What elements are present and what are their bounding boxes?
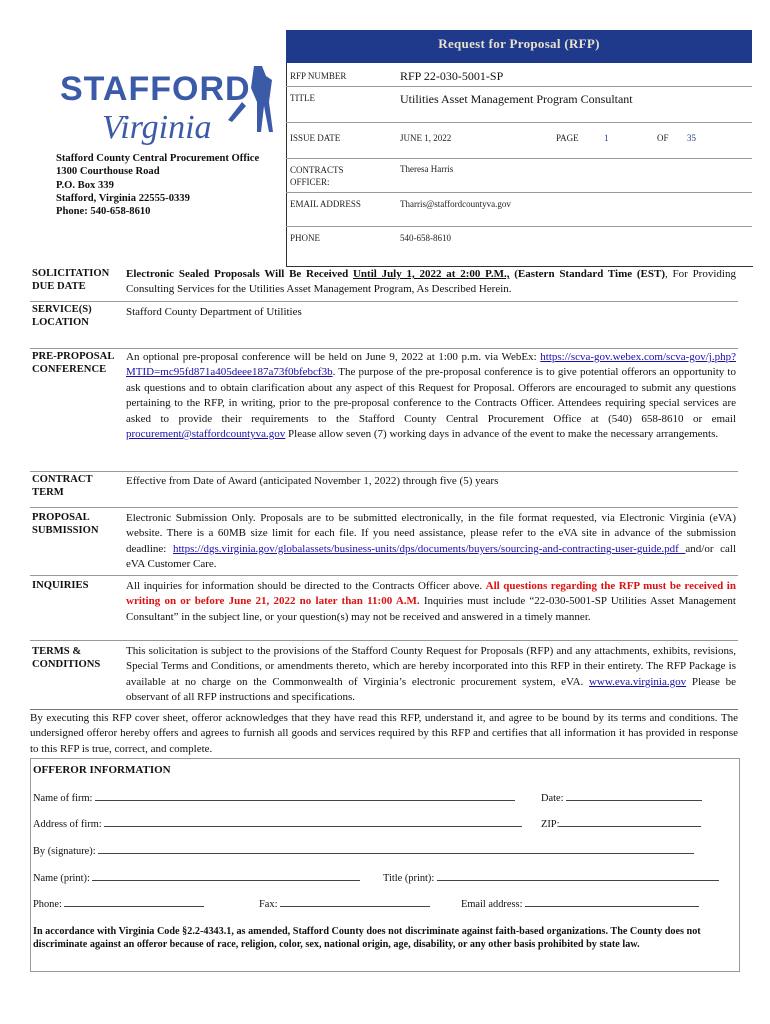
row-content: [126, 579, 736, 625]
row-label: [32, 303, 124, 329]
inquiries-row: [30, 575, 738, 641]
submission-text-1: Electronic Submission Only. Proposals are to be submitted electronically, in the file format requested, via Electronic Virginia (eVA) website. There is a 60MB size limit for each file. If you need assistance, please refer to the eVA site in advance of the submission deadline:: [126, 512, 736, 555]
contracts-officer: Theresa Harris: [400, 164, 454, 174]
rfp-number: RFP 22-030-5001-SP: [400, 69, 504, 83]
rfp-number-label: RFP NUMBER: [290, 71, 347, 81]
firm-name-label: Name of firm:: [33, 793, 93, 804]
firm-address-field[interactable]: [33, 817, 522, 830]
row-label-line2: SUBMISSION: [32, 525, 99, 536]
procurement-office-address: [56, 152, 259, 218]
submission-text-2: and/or call eVA Customer Care.: [126, 542, 736, 571]
row-content: [126, 267, 736, 298]
conference-text-1: An optional pre-proposal conference will be held on June 9, 2022 at 1:00 p.m. via WebEx:: [126, 351, 541, 363]
row-label-line1: CONTRACT: [32, 474, 93, 485]
row-label-line1: PROPOSAL: [32, 512, 90, 523]
signature-field[interactable]: [33, 844, 694, 857]
offeror-acknowledgement: By executing this RFP cover sheet, offeror acknowledges that they have read this RFP, understand it, and agree to be bound by its terms and conditions. The undersigned offeror hereby offers and agrees to furnish all goods and services required by this RFP and certifies that all information it has provided in response to this RFP is true, correct, and complete.: [30, 712, 738, 755]
offeror-information-title: OFFEROR INFORMATION: [33, 764, 171, 776]
terms-conditions-row: [30, 640, 738, 710]
office-name: Stafford County Central Procurement Office: [56, 153, 260, 164]
non-discrimination-statement: In accordance with Virginia Code §2.2-4343.1, as amended, Stafford County does not discriminate against faith-based organizations. The County does not discriminate against an offeror because of race, religion, color, sex, national origin, age, disability, or any other basis prohibited by state law.: [33, 926, 701, 950]
divider: [286, 192, 752, 193]
page-label: PAGE: [556, 133, 579, 143]
phone-label: PHONE: [290, 233, 321, 243]
office-phone: Phone: 540-658-8610: [56, 206, 151, 218]
phone-field[interactable]: [33, 897, 204, 910]
due-date-emphasis: Until July 1, 2022 at 2:00 P.M.,: [352, 268, 510, 280]
row-label-line2: DUE DATE: [32, 281, 86, 292]
row-label-line1: SOLICITATION: [32, 268, 110, 279]
row-label: [32, 579, 124, 592]
row-label: [32, 473, 124, 499]
terms-text-1: This solicitation is subject to the provisions of the Stafford County Request for Proposals (RFP) and any attachments, exhibits, revisions, Special Terms and Conditions, or amendments thereto, which are hereby incorporated into this RFP in their entirety. The RFP Package is available at no charge on the Commonwealth of Virginia’s electronic procurement system, eVA.: [126, 645, 736, 688]
due-text-1: Electronic Sealed Proposals Will Be Received: [126, 268, 353, 280]
fax-field[interactable]: [259, 897, 430, 910]
office-pobox: P.O. Box 339: [56, 179, 114, 191]
eva-website-link[interactable]: www.eva.virginia.gov: [588, 675, 687, 688]
row-label: [32, 511, 124, 537]
contract-term-row: [30, 471, 738, 508]
zip-label: ZIP:: [541, 819, 560, 830]
due-text-3: , For Providing Consulting Services for the Utilities Asset Management Program, As Described Herein.: [126, 268, 736, 296]
row-label-line1: INQUIRIES: [32, 580, 89, 591]
issue-date: JUNE 1, 2022: [400, 133, 452, 143]
print-name-label: Name (print):: [33, 873, 90, 884]
page-total: 35: [687, 133, 696, 143]
stafford-virginia-logo: [58, 62, 278, 150]
date-field[interactable]: [541, 791, 702, 804]
service-location-row: [30, 301, 738, 349]
row-label-line1: SERVICE(S): [32, 304, 92, 315]
row-content: Effective from Date of Award (anticipated November 1, 2022) through five (5) years: [126, 475, 499, 487]
print-title-field[interactable]: [383, 871, 719, 884]
procurement-email-link[interactable]: procurement@staffordcountyva.gov: [126, 428, 286, 441]
divider: [286, 122, 752, 123]
title-label: TITLE: [290, 93, 315, 103]
email-field-label: Email address:: [461, 899, 523, 910]
phone-field-label: Phone:: [33, 899, 62, 910]
proposal-submission-row: [30, 507, 738, 576]
row-content: [126, 350, 736, 442]
row-label: [32, 645, 124, 671]
svg-text:STAFFORD: STAFFORD: [60, 70, 251, 108]
print-title-label: Title (print):: [383, 873, 435, 884]
of-label: OF: [657, 133, 669, 143]
officer-phone: 540-658-8610: [400, 233, 451, 243]
email-label: EMAIL ADDRESS: [290, 199, 361, 209]
rfp-heading: Request for Proposal (RFP): [286, 30, 752, 63]
divider: [286, 226, 752, 227]
office-street: 1300 Courthouse Road: [56, 166, 160, 178]
row-content: [126, 511, 736, 573]
contracts-officer-label: [290, 164, 344, 188]
svg-text:Virginia: Virginia: [102, 109, 212, 146]
row-label: [32, 350, 124, 376]
page-number: 1: [604, 133, 609, 143]
pre-proposal-conference-row: [30, 348, 738, 472]
inquiries-text-2: Inquiries must include “22-030-5001-SP Utilities Asset Management Consultant” in the subject line, or your question(s) may not be received and answered in a timely manner.: [126, 595, 736, 623]
solicitation-due-date-row: [30, 265, 738, 302]
terms-text-2: Please be observant of all RFP instructions and specifications.: [126, 675, 737, 704]
email-field[interactable]: [461, 897, 699, 910]
officer-email: Tharris@staffordcountyva.gov: [400, 199, 511, 209]
webex-link[interactable]: https://scva-gov.webex.com/scva-gov/j.php?MTID=mc95fd871a405deee187a73f0bfebcf3b: [126, 351, 736, 379]
rfp-title: Utilities Asset Management Program Consultant: [400, 92, 633, 106]
row-content: [126, 644, 736, 706]
rfp-info-box: [286, 30, 753, 267]
row-label-line2: TERM: [32, 487, 64, 498]
row-label-line2: LOCATION: [32, 317, 89, 328]
print-name-field[interactable]: [33, 871, 360, 884]
questions-deadline: All questions regarding the RFP must be received in writing on or before June 21, 2022 no later than 11:00 A.M.: [126, 580, 736, 608]
row-label-line2: CONFERENCE: [32, 364, 107, 375]
contracts-officer-label-line1: CONTRACTS: [290, 165, 344, 175]
divider: [286, 158, 752, 159]
contracts-officer-label-line2: OFFICER:: [290, 177, 330, 187]
zip-field[interactable]: [541, 817, 701, 830]
firm-address-label: Address of firm:: [33, 819, 102, 830]
divider: [286, 86, 752, 87]
due-text-2: (Eastern Standard Time (EST): [509, 268, 666, 280]
signature-label: By (signature):: [33, 846, 96, 857]
firm-name-field[interactable]: [33, 791, 515, 804]
office-city: Stafford, Virginia 22555-0339: [56, 192, 190, 204]
row-label-line1: PRE-PROPOSAL: [32, 351, 115, 362]
row-content: Stafford County Department of Utilities: [126, 306, 302, 318]
conference-text-2: . The purpose of the pre-proposal conference is to give potential offerors an opportunity to ask questions and to obtain clarification about any aspect of this Request for Proposal. Offerors are encouraged to submit any questions pertaining to the RFP, in writing, prior to the pre-proposal conference to the Contracts Officer. Attendees requiring special services are asked to provide their requirements to the Stafford County Central Procurement Office at (540) 658-8610 or email: [126, 366, 736, 425]
fax-label: Fax:: [259, 899, 278, 910]
row-label: [32, 267, 124, 293]
conference-text-3: Please allow seven (7) working days in advance of the event to make the necessary arrangements.: [285, 428, 719, 441]
issue-date-label: ISSUE DATE: [290, 133, 341, 143]
row-label-line2: CONDITIONS: [32, 659, 101, 670]
offeror-information-section: [30, 758, 740, 972]
row-label-line1: TERMS &: [32, 646, 82, 657]
eva-guide-link[interactable]: https://dgs.virginia.gov/globalassets/business-units/dps/documents/buyers/sourcing-and-contracting-user-guide.pdf: [172, 542, 686, 555]
inquiries-text-1: All inquiries for information should be directed to the Contracts Officer above.: [126, 580, 486, 592]
date-label: Date:: [541, 793, 564, 804]
